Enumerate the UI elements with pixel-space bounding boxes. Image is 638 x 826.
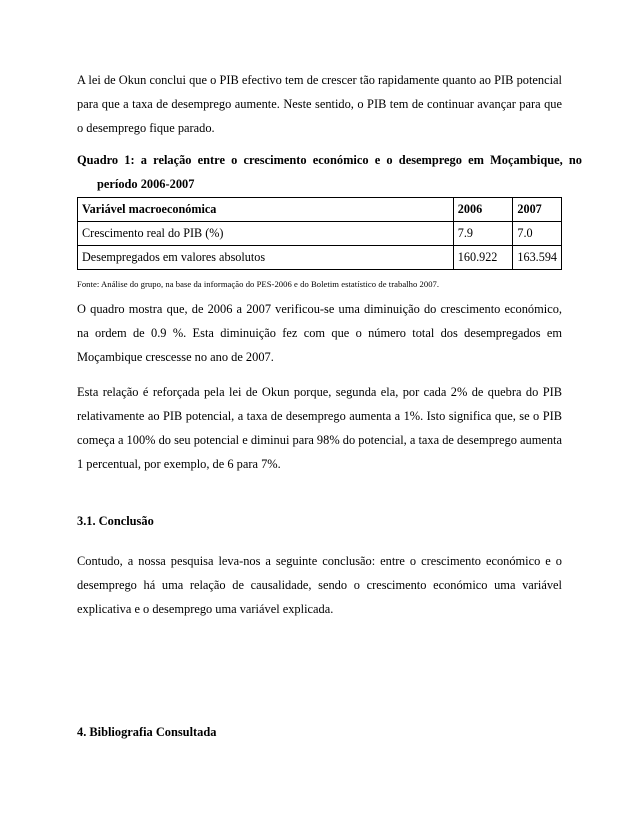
- table-cell: 7.9: [453, 222, 513, 246]
- table-cell: 7.0: [513, 222, 562, 246]
- table-cell: 163.594: [513, 246, 562, 270]
- table-source: Fonte: Análise do grupo, na base da informação do PES-2006 e do Boletim estatístico de trabalho 2007.: [77, 279, 440, 289]
- table-header-2007: 2007: [513, 198, 562, 222]
- section-heading-bibliography: 4. Bibliografia Consultada: [77, 725, 217, 739]
- table-cell: Crescimento real do PIB (%): [78, 222, 454, 246]
- section-heading-conclusion: 3.1. Conclusão: [77, 514, 154, 528]
- paragraph-okun-law: A lei de Okun conclui que o PIB efectivo tem de crescer tão rapidamente quanto ao PIB potencial para que a taxa de desemprego aumente. Neste sentido, o PIB tem de continuar avançar para que o desemprego fique parado.: [77, 73, 562, 135]
- table-cell: 160.922: [453, 246, 513, 270]
- table-header-variable: Variável macroeconómica: [78, 198, 454, 222]
- table-title: Quadro 1: a relação entre o crescimento económico e o desemprego em Moçambique, no período 2006-2007: [77, 153, 582, 191]
- paragraph-table-analysis: O quadro mostra que, de 2006 a 2007 verificou-se uma diminuição do crescimento económico, na ordem de 0.9 %. Esta diminuição fez com que o número total dos desempregados em Moçambique crescesse no ano de 2007.: [77, 302, 562, 364]
- table-row: [78, 222, 562, 246]
- table-header-row: [78, 198, 562, 222]
- data-table: [77, 197, 562, 270]
- paragraph-okun-reinforcement: Esta relação é reforçada pela lei de Okun porque, segunda ela, por cada 2% de quebra do PIB relativamente ao PIB potencial, a taxa de desemprego aumenta a 1%. Isto significa que, se o PIB começa a 100% do seu potencial e diminui para 98% do potencial, a taxa de desemprego aumenta 1 percentual, por exemplo, de 6 para 7%.: [77, 385, 562, 471]
- table-row: [78, 246, 562, 270]
- paragraph-conclusion: Contudo, a nossa pesquisa leva-nos a seguinte conclusão: entre o crescimento económico e o desemprego há uma relação de causalidade, sendo o crescimento económico uma variável explicativa e o desemprego uma variável explicada.: [77, 554, 562, 616]
- table-cell: Desempregados em valores absolutos: [78, 246, 454, 270]
- table-header-2006: 2006: [453, 198, 513, 222]
